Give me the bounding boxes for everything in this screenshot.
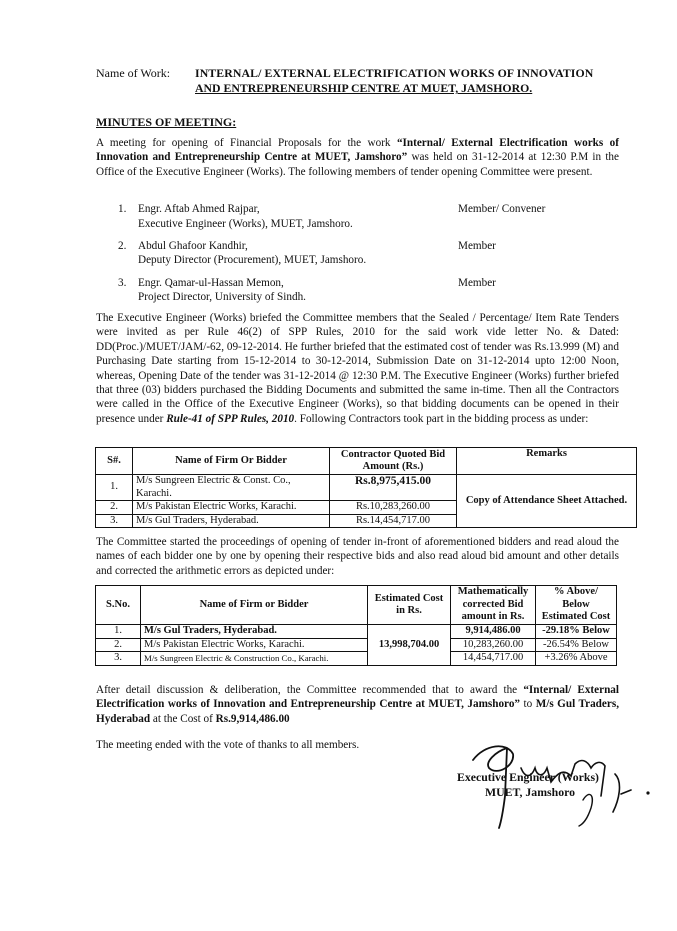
col-estimated-cost: Estimated Cost in Rs. (368, 586, 451, 625)
row-amount: Rs.10,283,260.00 (330, 501, 457, 515)
member-2-name: Abdul Ghafoor Kandhir, (138, 240, 248, 252)
row-sno: 2. (96, 638, 141, 652)
col-corrected-amount: Mathematically corrected Bid amount in Rs. (451, 586, 536, 625)
member-3-name: Engr. Qamar-ul-Hassan Memon, (138, 277, 284, 289)
recommended-cost: Rs.9,914,486.00 (215, 712, 290, 725)
row-pct: -29.18% Below (536, 625, 617, 639)
member-1-role: Member/ Convener (458, 203, 546, 215)
row-firm: M/s Gul Traders, Hyderabad. (141, 625, 368, 639)
recommended-bidder: M/s Gul Traders, Hyderabad (96, 698, 619, 725)
recommendation-text-1: After detail discussion & deliberation, the Committee recommended that to award the (96, 684, 524, 696)
closing-statement: The meeting ended with the vote of thanks to all members. (96, 739, 360, 751)
row-firm: M/s Sungreen Electric & Const. Co., Karachi. (133, 475, 330, 501)
intro-text-1: A meeting for opening of Financial Proposals for the work (96, 137, 397, 149)
table-row (96, 652, 617, 666)
recommendation-text-3: at the Cost of (150, 712, 216, 725)
row-sno: 1. (96, 475, 133, 501)
contractors-table-header (96, 448, 637, 475)
row-sno: 1. (96, 625, 141, 639)
member-3-designation: Project Director, University of Sindh. (138, 291, 306, 303)
signatory-title: Executive Engineer (Works) (457, 770, 599, 784)
bid-table-header (96, 586, 617, 625)
member-2-role: Member (458, 240, 496, 252)
briefing-rule: Rule-41 of SPP Rules, 2010 (166, 412, 295, 425)
briefing-text-1: The Executive Engineer (Works) briefed the Committee members that the Sealed / Percentage/ Item Rate Tenders were invited as per Rule 46(2) of SPP Rules, 2010 for the said work vide letter No. & Dated: DD(Proc.)/MUET/JAM/-62, 09-12-2014. He further briefed that the estimated cost of tender was Rs.13.999 (M) and Purchasing Date starting from 15-12-2014 to 30-12-2014, Submission Date on 31-12-2014 upto 12:00 Noon, whereas, Opening Date of the tender was 31-12-2014 @ 12:30 P.M. The Executive Engineer (Works) further briefed that three (03) bidders purchased the Bidding Documents and submitted the same in-time. Then all the Contractors were called in the Office of the Executive Engineer (Works), so that bidding documents can be opened in their presence under (96, 312, 619, 425)
row-corrected: 14,454,717.00 (451, 652, 536, 666)
estimated-cost-cell: 13,998,704.00 (368, 625, 451, 666)
col-firm: Name of Firm Or Bidder (133, 448, 330, 475)
name-of-work-label: Name of Work: (96, 66, 171, 80)
member-2-number: 2. (118, 240, 127, 252)
row-sno: 3. (96, 652, 141, 666)
row-firm: M/s Gul Traders, Hyderabad. (133, 514, 330, 528)
table-row (96, 625, 617, 639)
recommendation-text-2: to (520, 698, 536, 711)
recommendation-paragraph (96, 683, 619, 726)
intro-work-title: “Internal/ External Electrification works of Innovation and Entrepreneurship Centre at MUET, Jamshoro” (96, 137, 619, 164)
row-firm: M/s Sungreen Electric & Construction Co., Karachi. (141, 652, 368, 666)
row-sno: 2. (96, 501, 133, 515)
recommendation-work-title: “Internal/ External Electrification works of Innovation and Entrepreneurship Centre at MUET, Jamshoro” (96, 684, 619, 711)
col-sno: S#. (96, 448, 133, 475)
row-firm: M/s Pakistan Electric Works, Karachi. (141, 638, 368, 652)
table-row (96, 638, 617, 652)
row-corrected: 10,283,260.00 (451, 638, 536, 652)
briefing-text-2: . Following Contractors took part in the bidding process as under: (294, 412, 589, 425)
member-1-designation: Executive Engineer (Works), MUET, Jamshoro. (138, 218, 353, 230)
member-1-name: Engr. Aftab Ahmed Rajpar, (138, 203, 260, 215)
row-pct: +3.26% Above (536, 652, 617, 666)
col-sno: S.No. (96, 586, 141, 625)
row-firm: M/s Pakistan Electric Works, Karachi. (133, 501, 330, 515)
intro-paragraph (96, 136, 619, 179)
proceedings-paragraph: The Committee started the proceedings of opening of tender in-front of aforementioned bidders and read aloud the names of each bidder one by one by opening their respective bids and also read aloud bid amount and other details and corrected the arithmetic errors as depicted under: (96, 536, 619, 577)
row-corrected: 9,914,486.00 (451, 625, 536, 639)
work-title-line2: AND ENTREPRENEURSHIP CENTRE AT MUET, JAMSHORO. (195, 81, 533, 95)
row-amount: Rs.8,975,415.00 (330, 475, 457, 501)
work-title-line1: INTERNAL/ EXTERNAL ELECTRIFICATION WORKS OF INNOVATION (195, 66, 594, 80)
bid-evaluation-table (95, 585, 617, 666)
member-3-role: Member (458, 277, 496, 289)
contractors-table (95, 447, 637, 528)
member-1-number: 1. (118, 203, 127, 215)
member-2-designation: Deputy Director (Procurement), MUET, Jamshoro. (138, 254, 367, 266)
col-remarks: Remarks (457, 448, 637, 475)
row-pct: -26.54% Below (536, 638, 617, 652)
remarks-cell: Copy of Attendance Sheet Attached. (457, 475, 637, 528)
row-amount: Rs.14,454,717.00 (330, 514, 457, 528)
intro-text-2: was held on 31-12-2014 at 12:30 P.M in the Office of the Executive Engineer (Works). The following members of tender opening Committee were present. (96, 151, 619, 178)
minutes-heading: MINUTES OF MEETING: (96, 115, 237, 129)
col-percentage: % Above/ Below Estimated Cost (536, 586, 617, 625)
signatory-office: MUET, Jamshoro (485, 785, 576, 799)
briefing-paragraph (96, 311, 619, 426)
row-sno: 3. (96, 514, 133, 528)
col-firm: Name of Firm or Bidder (141, 586, 368, 625)
col-quoted-amount: Contractor Quoted Bid Amount (Rs.) (330, 448, 457, 475)
member-3-number: 3. (118, 277, 127, 289)
table-row (96, 475, 637, 501)
